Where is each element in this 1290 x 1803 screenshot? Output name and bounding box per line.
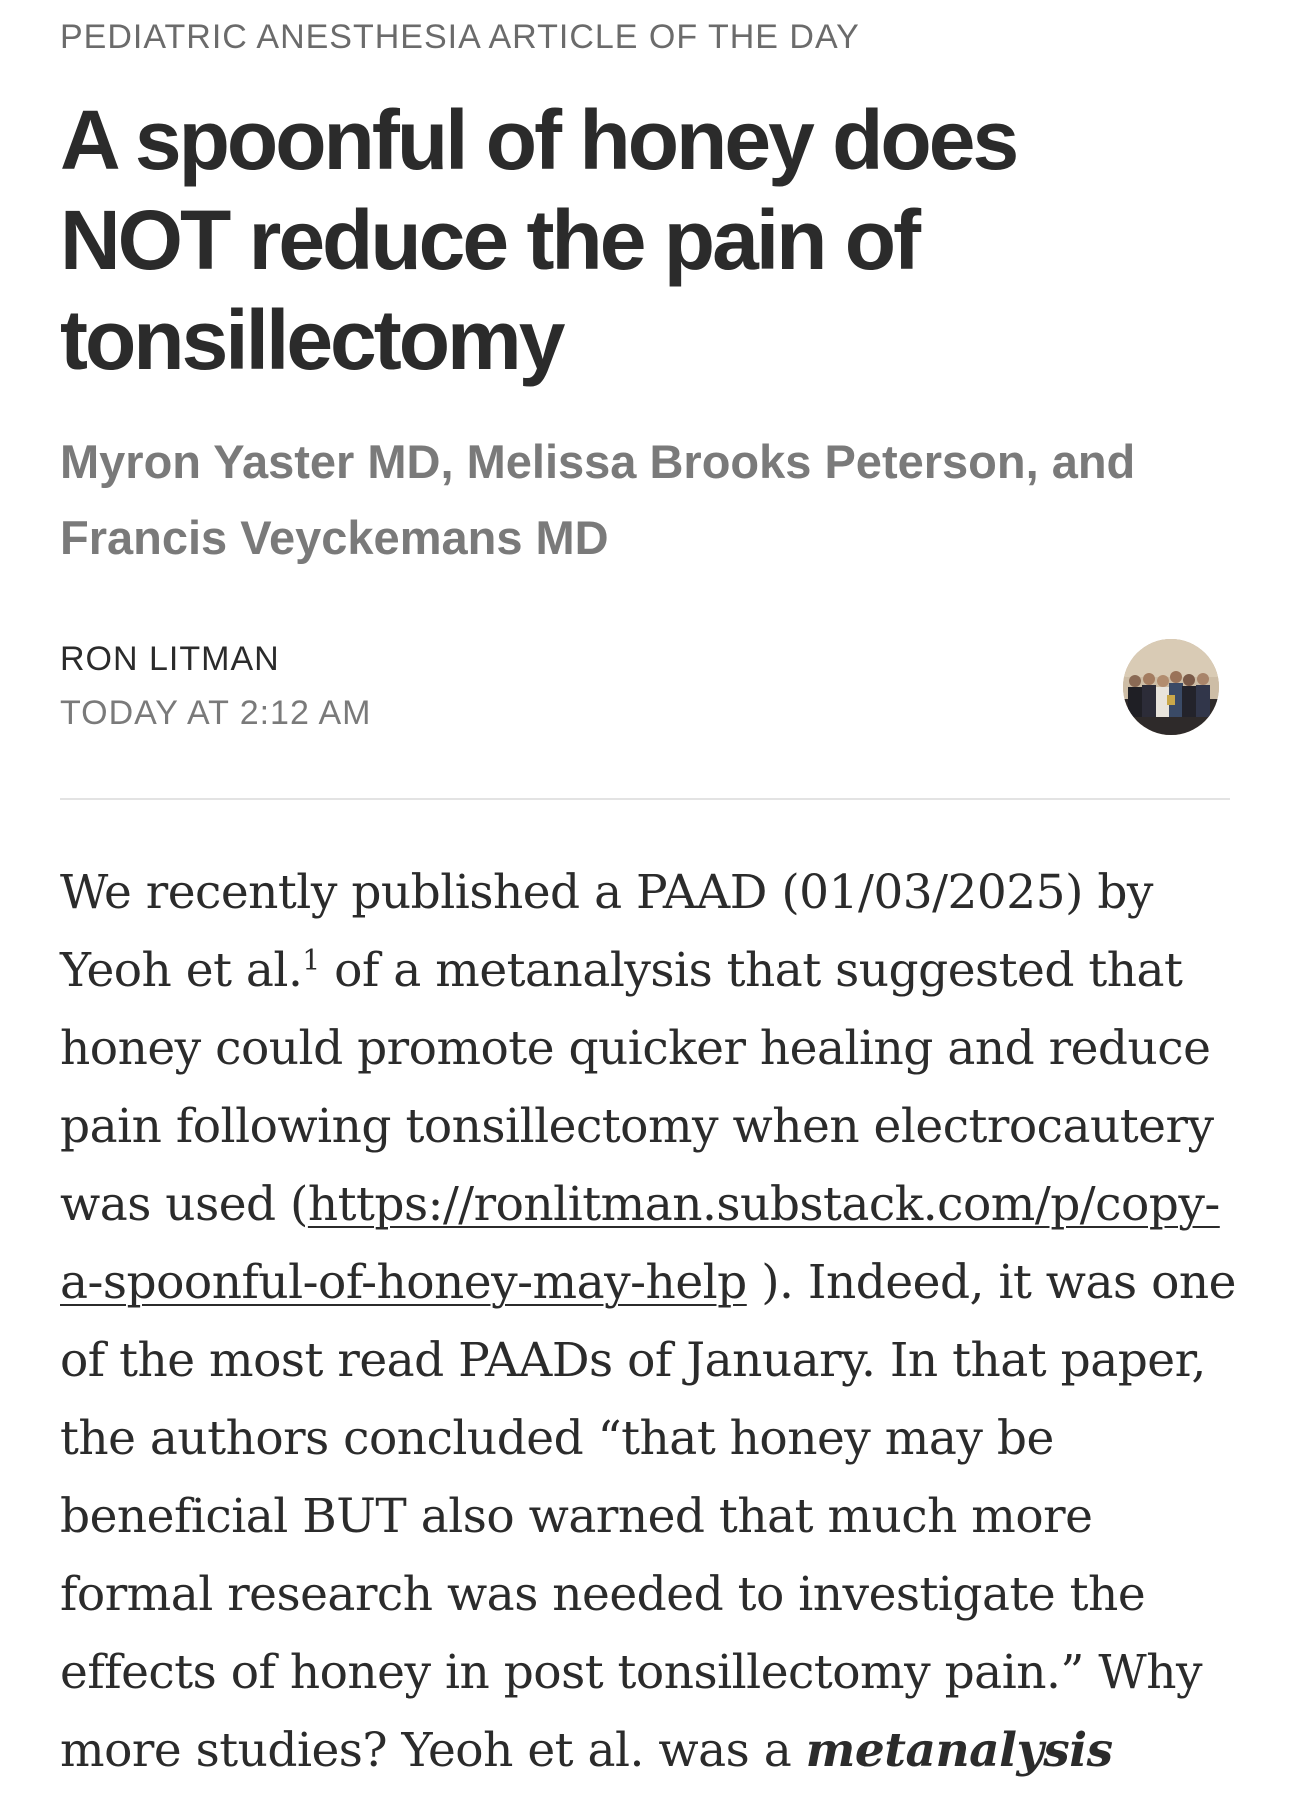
paragraph-text-2: of a metanalysis that suggested that honey could promote quicker healing and reduce pain following tonsillectomy when electrocautery was used ( xyxy=(60,943,1214,1232)
paragraph-text-1: We recently published a PAAD (01/03/2025) by Yeoh et al. xyxy=(60,865,1153,998)
publication-kicker: PEDIATRIC ANESTHESIA ARTICLE OF THE DAY xyxy=(60,18,860,56)
post-date: TODAY AT 2:12 AM xyxy=(60,694,372,732)
emphasis-metanalysis: metanalysis xyxy=(805,1723,1113,1778)
header-divider xyxy=(60,798,1230,800)
article-title: A spoonful of honey does NOT reduce the pain of tonsillectomy xyxy=(60,93,1017,387)
paragraph-text-3: ). Indeed, it was one of the most read PAADs of January. In that paper, the authors concluded “that honey may be beneficial BUT also warned that much more formal research was needed to investigate the effects of honey in post tonsillectomy pain.” Why more studies? Yeoh et al. was a xyxy=(60,1255,1236,1778)
author-avatar[interactable] xyxy=(1123,639,1219,735)
group-photo-icon xyxy=(1123,639,1219,735)
byline xyxy=(60,640,1230,750)
article-paragraph xyxy=(60,854,1250,1790)
footnote-ref-1[interactable]: 1 xyxy=(302,943,320,977)
article-subtitle: Myron Yaster MD, Melissa Brooks Peterson, and Francis Veyckemans MD xyxy=(60,435,1136,564)
previous-paad-link[interactable]: https://ronlitman.substack.com/p/copy-a-spoonful-of-honey-may-help xyxy=(60,1177,1220,1310)
author-name-link[interactable]: RON LITMAN xyxy=(60,640,280,678)
